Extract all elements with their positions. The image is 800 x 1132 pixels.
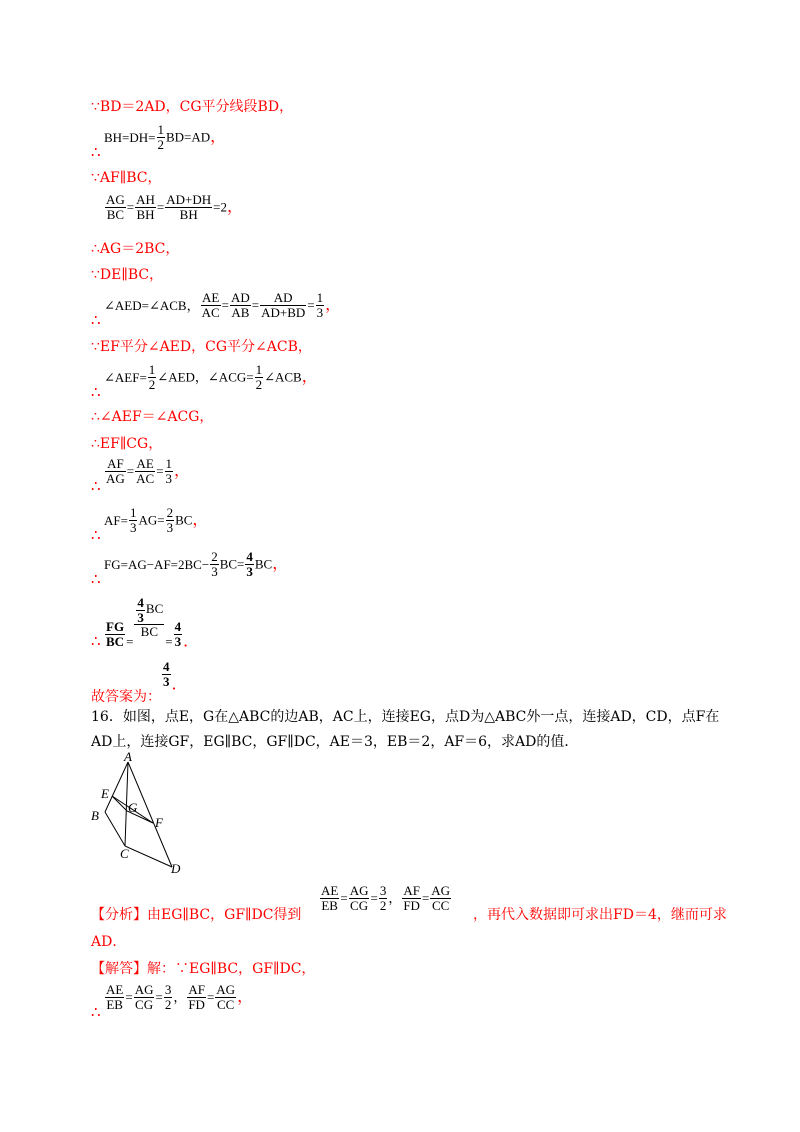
solution-ratios: ∴ $\frac{AE}{EB}$ = $\frac{AG}{CG}$ = $\frac{3}{2}$ ， $\frac{AF}{FD}$ = $\frac{AG}{CC}$ ，	[91, 982, 254, 1021]
frac-den: 2	[255, 376, 263, 392]
analysis-text-c: AD．	[91, 934, 127, 950]
frac-den: CC	[432, 897, 450, 913]
frac-num: 1	[157, 122, 164, 137]
question-16-line-1: 16．如图，点E，G在△ABC的边AB，AC上，连接EG，点D为△ABC外一点，连接AD，CD，点F在	[91, 709, 720, 725]
step-half-angles	[91, 362, 318, 401]
frac-num: AE	[136, 456, 154, 471]
step-bh-dh	[91, 122, 227, 161]
frac-den: CC	[217, 996, 235, 1012]
expr-text: ∠AED=∠ACB，	[104, 297, 200, 313]
frac-num: AE	[201, 290, 220, 305]
expr-text: ∠AEF=	[104, 369, 147, 385]
frac-num: AG	[106, 192, 125, 207]
reason-line-8: ∵EF平分∠AED，CG平分∠ACB，	[91, 339, 312, 355]
frac-den: 2	[379, 897, 387, 913]
frac-num: 4	[163, 659, 170, 674]
result-line-10: ∴∠AEF＝∠ACG，	[91, 409, 214, 425]
frac-num: 4	[246, 549, 253, 564]
frac-num: 2	[166, 505, 174, 520]
frac-den: 3	[246, 563, 253, 579]
frac-den: 2	[164, 996, 172, 1012]
frac-num: AH	[136, 192, 155, 207]
expr-text: BH=DH=	[104, 129, 156, 145]
segment-bc	[105, 812, 125, 846]
period: ．	[183, 630, 200, 650]
frac-num: 3	[164, 982, 172, 997]
frac-den: CG	[135, 996, 154, 1012]
comma: ，	[237, 986, 254, 1006]
expr-text: AG=	[138, 512, 165, 528]
analysis-text-a: 【分析】由EG∥BC，GF∥DC得到	[91, 907, 302, 923]
label-e: E	[101, 786, 109, 801]
frac-num: 2	[211, 549, 218, 564]
frac-num: 1	[255, 362, 263, 377]
frac-den: 3	[137, 609, 144, 625]
expr-text: BC=	[219, 556, 245, 572]
therefore-symbol: ∴	[91, 311, 101, 329]
comma: ，	[272, 553, 289, 573]
frac-num: AE	[106, 982, 124, 997]
frac-num: 1	[148, 362, 156, 377]
therefore-symbol: ∴	[91, 570, 101, 588]
frac-num: AG	[349, 883, 369, 898]
comma: ，	[192, 509, 209, 529]
frac-den: 3	[165, 470, 173, 486]
frac-den: BC	[140, 624, 158, 640]
frac-num: AG	[431, 883, 451, 898]
expr-text: ∠AED，∠ACG=	[157, 369, 254, 385]
therefore-symbol: ∴	[91, 632, 101, 650]
reason-line-6: ∵DE∥BC，	[91, 267, 164, 283]
frac-den: BH	[179, 206, 198, 222]
answer-label: 故答案为：	[91, 688, 161, 705]
label-a: A	[124, 750, 132, 764]
frac-den: 2	[157, 136, 164, 152]
triangle-figure	[85, 750, 195, 880]
frac-den: BC	[106, 633, 125, 649]
expr-text: ∠ACB	[264, 369, 302, 385]
frac-den: BH	[136, 206, 155, 222]
frac-den: FD	[403, 897, 420, 913]
frac-den: EB	[106, 996, 123, 1012]
frac-num: AF	[105, 457, 126, 472]
label-d: D	[171, 861, 181, 876]
frac-num: AF	[188, 982, 205, 997]
frac-den: EB	[321, 897, 338, 913]
expr-text: =2	[213, 199, 227, 215]
expr-text: BC	[254, 556, 273, 572]
frac-den: AG	[106, 470, 125, 486]
analysis-text-b: ，再代入数据即可求出FD＝4，继而可求	[473, 907, 727, 923]
frac-num: AG	[134, 982, 154, 997]
reason-line-1: ∵BD＝2AD，CG平分线段BD，	[91, 99, 294, 115]
step-ag-bc-ratio: $\frac{AG}{BC}$ = $\frac{AH}{BH}$ = $\frac{AD+DH}{BH}$ =2，	[106, 192, 243, 222]
frac-num: 1	[316, 290, 324, 305]
frac-den: AC	[136, 470, 155, 486]
frac-num: 1	[129, 505, 137, 520]
frac-den: 3	[166, 519, 174, 535]
frac-den: 3	[129, 519, 137, 535]
expr-text: BC	[145, 601, 164, 617]
frac-den: 3	[316, 304, 324, 320]
frac-den: FD	[188, 996, 205, 1012]
frac-den: BC	[106, 206, 125, 222]
segment-eg	[112, 796, 127, 811]
step-angle-ratio: ∴ ∠AED=∠ACB， $\frac{AE}{AC}$ = $\frac{AD}{AB}$ = $\frac{AD}{AD+BD}$ = $\frac{1}{3}$ ，	[91, 290, 342, 329]
result-line-11: ∴EF∥CG，	[91, 436, 163, 452]
comma: ，	[301, 366, 318, 386]
expr-text: BD=AD	[166, 129, 211, 145]
label-g: G	[128, 800, 138, 815]
step-fg-value	[91, 549, 289, 588]
step-af-ag-ratio: ∴ $\frac{AF}{AG}$ = $\frac{AE}{AC}$ = $\frac{1}{3}$ ，	[91, 456, 191, 495]
frac-den: 3	[163, 673, 170, 689]
result-line-5: ∴AG＝2BC，	[91, 241, 180, 257]
frac-num: 4	[174, 619, 182, 635]
label-c: C	[120, 846, 129, 861]
frac-num: 1	[165, 456, 173, 471]
frac-num: 4	[137, 595, 144, 610]
comma: ，	[174, 460, 191, 480]
expr-text: BC	[175, 512, 193, 528]
frac-den: AC	[201, 304, 220, 320]
therefore-symbol: ∴	[91, 1003, 101, 1021]
expr-text: FG=AG−AF=2BC−	[104, 556, 210, 572]
frac-den: 2	[148, 376, 156, 392]
frac-den: 3	[211, 563, 218, 579]
frac-num: AE	[321, 883, 339, 898]
label-f: F	[155, 815, 163, 830]
therefore-symbol: ∴	[91, 383, 101, 401]
frac-num: AD+DH	[166, 192, 212, 207]
frac-num: AF	[403, 883, 420, 898]
period: ．	[171, 673, 188, 693]
question-16-line-2: AD上，连接GF，EG∥BC，GF∥DC，AE＝3，EB＝2，AF＝6，求AD的值．	[91, 734, 579, 750]
therefore-symbol: ∴	[91, 143, 101, 161]
frac-num: FG	[106, 619, 125, 635]
expr-text: AF=	[104, 512, 128, 528]
therefore-symbol: ∴	[91, 477, 101, 495]
comma: ，	[210, 126, 227, 146]
frac-den: AB	[231, 304, 250, 320]
frac-num: AG	[216, 982, 236, 997]
frac-den: 3	[174, 633, 182, 649]
comma: ，	[226, 196, 243, 216]
label-b: B	[91, 808, 99, 823]
solution-label: 【解答】解：∵EG∥BC，GF∥DC，	[91, 961, 316, 977]
frac-num: AD	[260, 291, 306, 306]
answer-line	[91, 659, 188, 705]
frac-den: AD+BD	[261, 304, 306, 320]
therefore-symbol: ∴	[91, 526, 101, 544]
frac-den: CG	[350, 897, 369, 913]
reason-line-3: ∵AF∥BC，	[91, 170, 162, 186]
frac-num: AD	[230, 290, 250, 305]
step-fg-bc-ratio: ∴ $\frac{FG}{BC}$ $_=$ $\frac{4}{3}$ BC BC $_=$ $\frac{4}{3}$ ．	[91, 595, 200, 650]
step-af-value	[91, 505, 209, 544]
frac-num: 3	[379, 883, 387, 898]
comma: ，	[325, 294, 342, 314]
analysis-ratios: $\frac{AE}{EB}$ = $\frac{AG}{CG}$ = $\frac{3}{2}$ ， $\frac{AF}{FD}$ = $\frac{AG}{CC}$	[321, 883, 451, 913]
